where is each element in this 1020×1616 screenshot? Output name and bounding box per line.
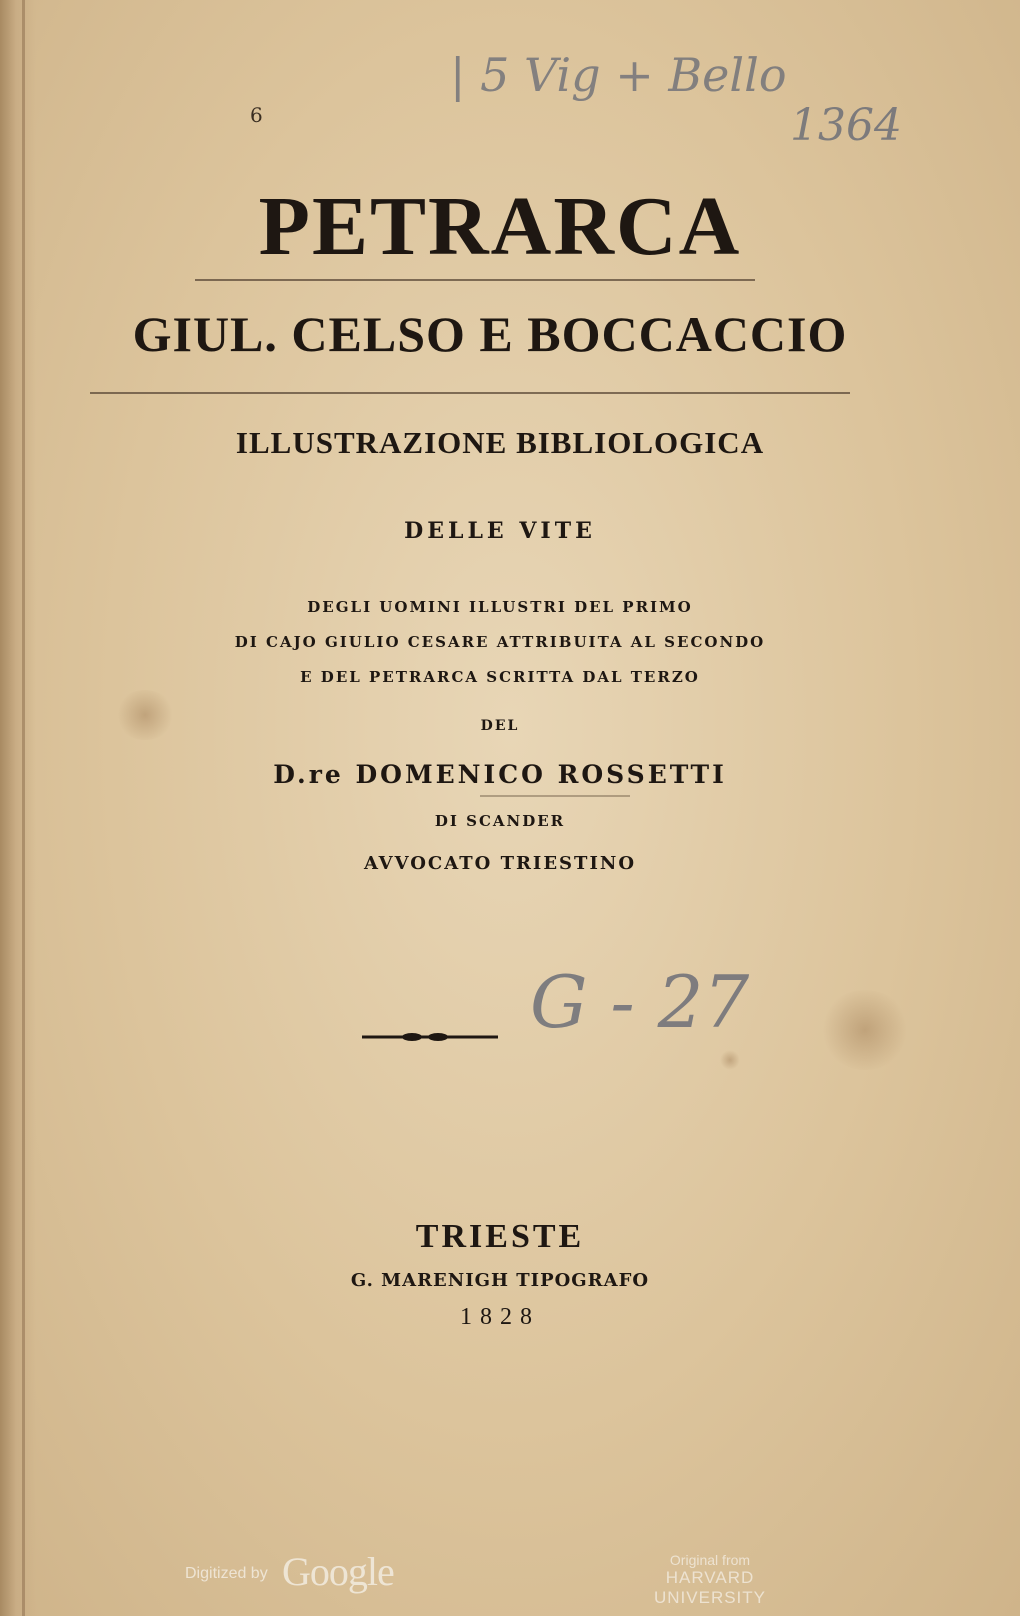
handwritten-number: 1364 bbox=[790, 100, 902, 151]
illustration-line: ILLUSTRAZIONE BIBLIOLOGICA bbox=[235, 425, 765, 460]
author-origin: DI SCANDER bbox=[434, 812, 566, 830]
description-line: E DEL PETRARCA SCRITTA DAL TERZO bbox=[300, 668, 700, 686]
google-logo: Google bbox=[282, 1549, 394, 1594]
page-mark: 6 bbox=[250, 103, 263, 127]
imprint-city: TRIESTE bbox=[415, 1218, 585, 1255]
imprint-printer: G. MARENIGH TIPOGRAFO bbox=[350, 1270, 650, 1291]
foxing-stain bbox=[820, 990, 910, 1070]
subtitle-rule bbox=[90, 392, 850, 394]
digitized-by-label: Digitized by bbox=[185, 1565, 268, 1582]
imprint-year: 1828 bbox=[460, 1304, 540, 1330]
title-rule bbox=[195, 279, 755, 281]
description-line: DI CAJO GIULIO CESARE ATTRIBUITA AL SECONDO bbox=[234, 633, 766, 651]
delle-vite-line: DELLE VITE bbox=[404, 518, 596, 544]
book-subtitle: GIUL. CELSO E BOCCACCIO bbox=[132, 306, 848, 362]
description-line: DEGLI UOMINI ILLUSTRI DEL PRIMO bbox=[307, 598, 693, 616]
handwritten-note: | 5 Vig + Bello bbox=[450, 48, 787, 102]
del-line: DEL bbox=[480, 718, 520, 734]
shelf-mark: G - 27 bbox=[530, 960, 750, 1044]
institution-label: HARVARD UNIVERSITY bbox=[653, 1568, 767, 1607]
foxing-stain bbox=[720, 1050, 740, 1070]
original-from-label: Original from bbox=[669, 1552, 751, 1568]
book-title: PETRARCA bbox=[258, 180, 742, 273]
ornament-rule bbox=[360, 1030, 500, 1044]
original-from-watermark bbox=[610, 1552, 810, 1608]
author-underline bbox=[480, 795, 630, 797]
author-name: D.re DOMENICO ROSSETTI bbox=[273, 760, 727, 789]
author-role: AVVOCATO TRIESTINO bbox=[363, 853, 637, 874]
